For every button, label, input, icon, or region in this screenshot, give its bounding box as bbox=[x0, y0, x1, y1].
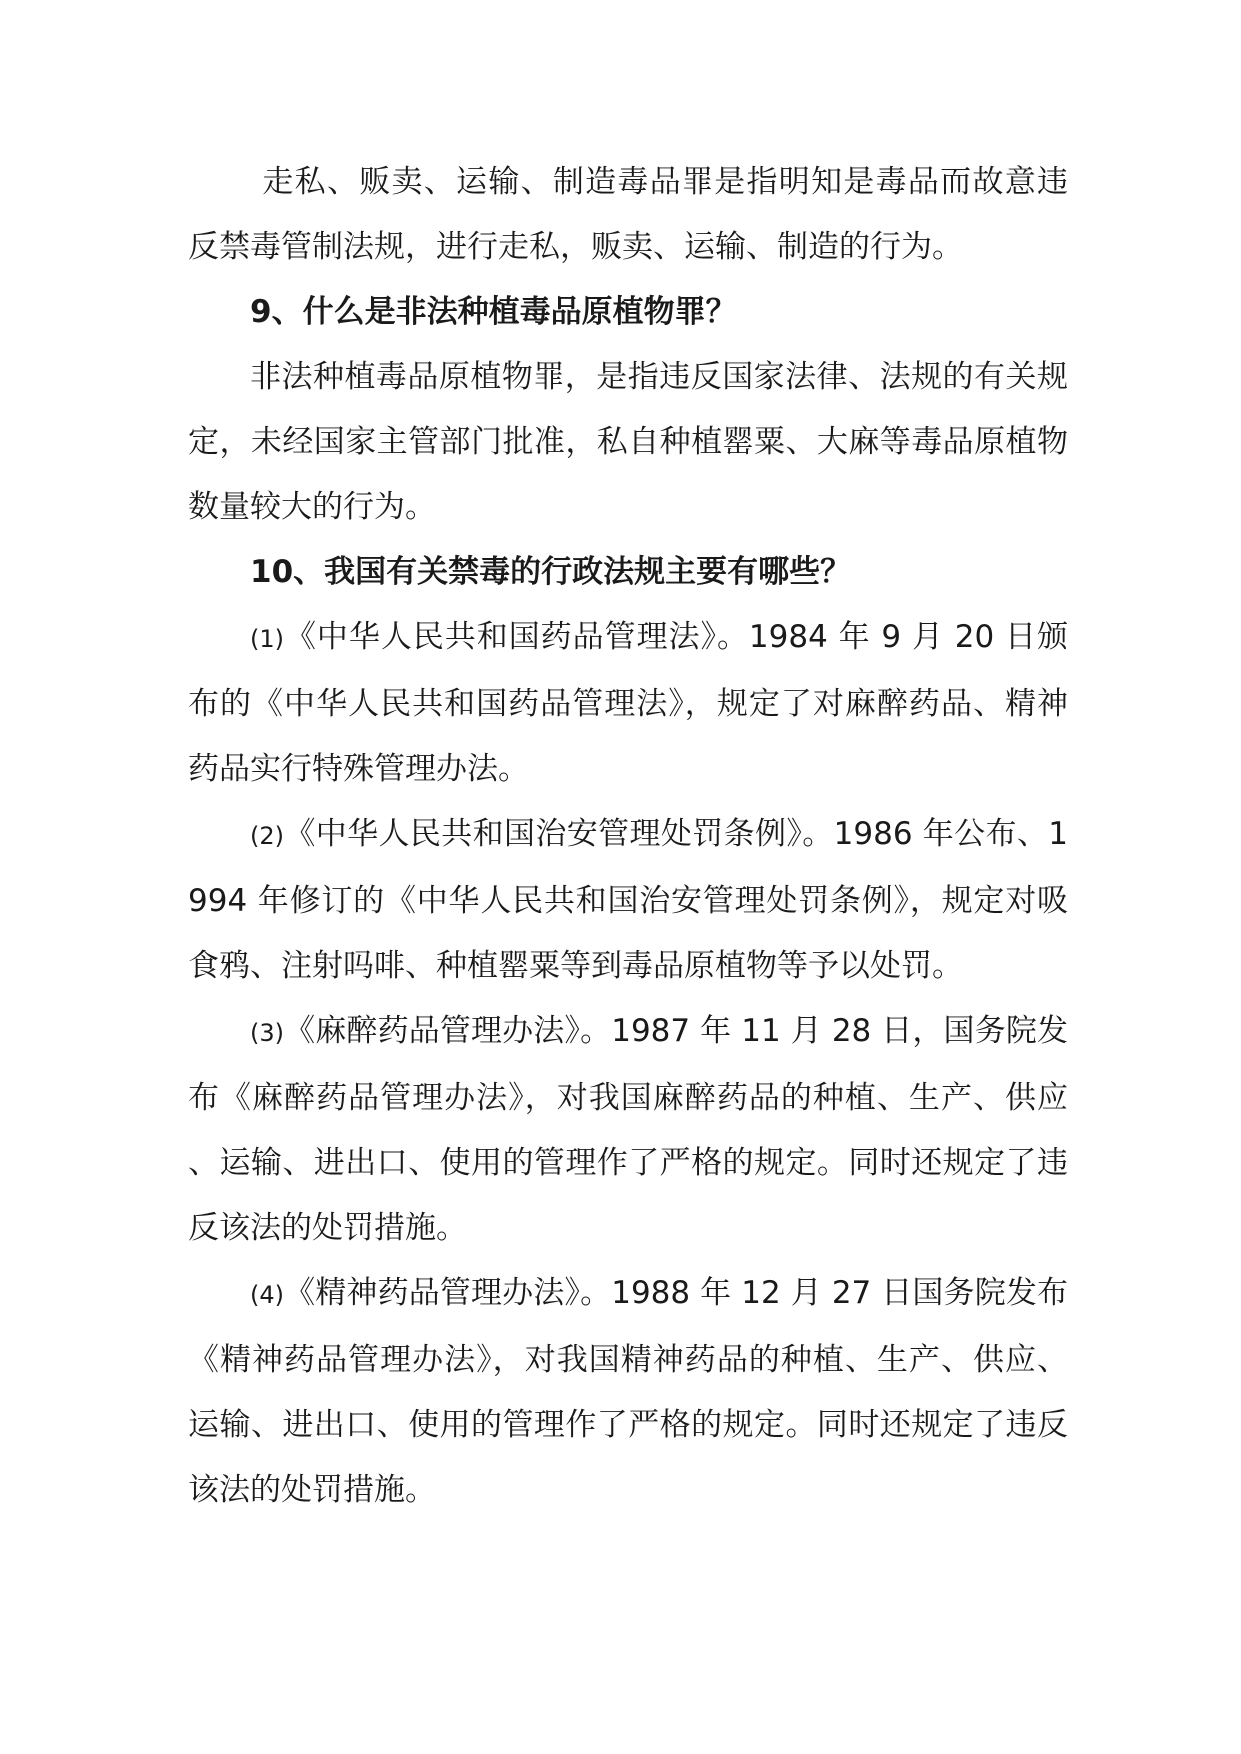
list-item-marker: (1) bbox=[250, 625, 284, 653]
list-item-marker: (2) bbox=[250, 822, 284, 850]
intro-paragraph: 走私、贩卖、运输、制造毒品罪是指明知是毒品而故意违反禁毒管制法规，进行走私，贩卖、运输、制造的行为。 bbox=[188, 164, 1068, 265]
question-9-heading: 9、什么是非法种植毒品原植物罪？ bbox=[250, 294, 737, 330]
list-item bbox=[188, 802, 1068, 999]
list-item bbox=[188, 999, 1068, 1261]
list-item-text: 《麻醉药品管理办法》。1987 年 11 月 28 日，国务院发布《麻醉药品管理办法》，对我国麻醉药品的种植、生产、供应、运输、进出口、使用的管理作了严格的规定。同时还规定了违反该法的处罚措施。 bbox=[188, 1013, 1068, 1246]
list-item bbox=[188, 605, 1068, 802]
question-9-answer: 非法种植毒品原植物罪，是指违反国家法律、法规的有关规定，未经国家主管部门批准，私自种植罂粟、大麻等毒品原植物数量较大的行为。 bbox=[188, 359, 1068, 525]
list-item-text: 《中华人民共和国治安管理处罚条例》。1986 年公布、1994 年修订的《中华人民共和国治安管理处罚条例》，规定对吸食鸦、注射吗啡、种植罂粟等到毒品原植物等予以处罚。 bbox=[188, 816, 1068, 984]
document-page bbox=[188, 150, 1068, 1523]
list-item-text: 《中华人民共和国药品管理法》。1984 年 9 月 20 日颁布的《中华人民共和国药品管理法》，规定了对麻醉药品、精神药品实行特殊管理办法。 bbox=[188, 619, 1068, 787]
list-item-marker: (4) bbox=[250, 1281, 284, 1309]
list-item-marker: (3) bbox=[250, 1019, 284, 1047]
list-item-text: 《精神药品管理办法》。1988 年 12 月 27 日国务院发布《精神药品管理办法》，对我国精神药品的种植、生产、供应、运输、进出口、使用的管理作了严格的规定。同时还规定了违反该法的处罚措施。 bbox=[188, 1275, 1068, 1508]
list-item bbox=[188, 1261, 1068, 1523]
question-10-heading: 10、我国有关禁毒的行政法规主要有哪些？ bbox=[250, 554, 852, 590]
